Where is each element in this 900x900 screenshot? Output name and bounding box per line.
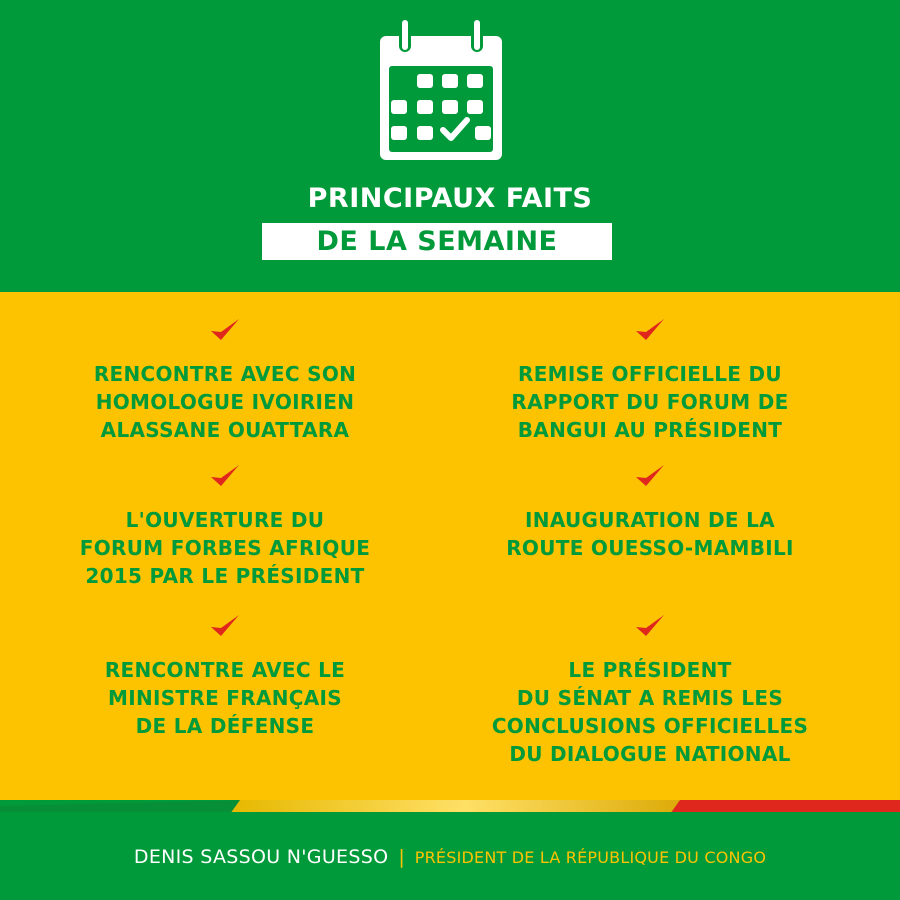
fact-item bbox=[460, 462, 840, 562]
fact-item bbox=[40, 462, 410, 590]
checkmark-icon bbox=[208, 462, 242, 492]
header-banner bbox=[0, 0, 900, 292]
fact-text: RENCONTRE AVEC LE MINISTRE FRANÇAIS DE LA DÉFENSE bbox=[104, 658, 346, 738]
checkmark-icon bbox=[633, 612, 667, 642]
fact-item bbox=[460, 316, 840, 444]
footer-role: PRÉSIDENT DE LA RÉPUBLIQUE DU CONGO bbox=[414, 848, 767, 867]
fact-text: L'OUVERTURE DU FORUM FORBES AFRIQUE 2015 PAR LE PRÉSIDENT bbox=[79, 508, 371, 588]
title-line-1: PRINCIPAUX FAITS bbox=[307, 183, 593, 214]
checkmark-icon bbox=[633, 316, 667, 346]
fact-text: LE PRÉSIDENT DU SÉNAT A REMIS LES CONCLUSIONS OFFICIELLES DU DIALOGUE NATIONAL bbox=[491, 658, 809, 766]
checkmark-icon bbox=[208, 316, 242, 346]
title-line-2: DE LA SEMAINE bbox=[316, 226, 558, 257]
fact-item bbox=[40, 316, 410, 444]
checkmark-icon bbox=[208, 612, 242, 642]
calendar-check-icon bbox=[377, 16, 505, 162]
fact-item bbox=[40, 612, 410, 740]
fact-item bbox=[450, 612, 850, 768]
footer-name: DENIS SASSOU N'GUESSO bbox=[133, 846, 389, 868]
fact-text: RENCONTRE AVEC SON HOMOLOGUE IVOIRIEN ALASSANE OUATTARA bbox=[93, 362, 357, 442]
fact-text: REMISE OFFICIELLE DU RAPPORT DU FORUM DE BANGUI AU PRÉSIDENT bbox=[511, 362, 789, 442]
fact-text: INAUGURATION DE LA ROUTE OUESSO-MAMBILI bbox=[506, 508, 794, 560]
checkmark-icon bbox=[633, 462, 667, 492]
footer-separator: | bbox=[398, 846, 405, 868]
footer-text bbox=[0, 846, 900, 868]
